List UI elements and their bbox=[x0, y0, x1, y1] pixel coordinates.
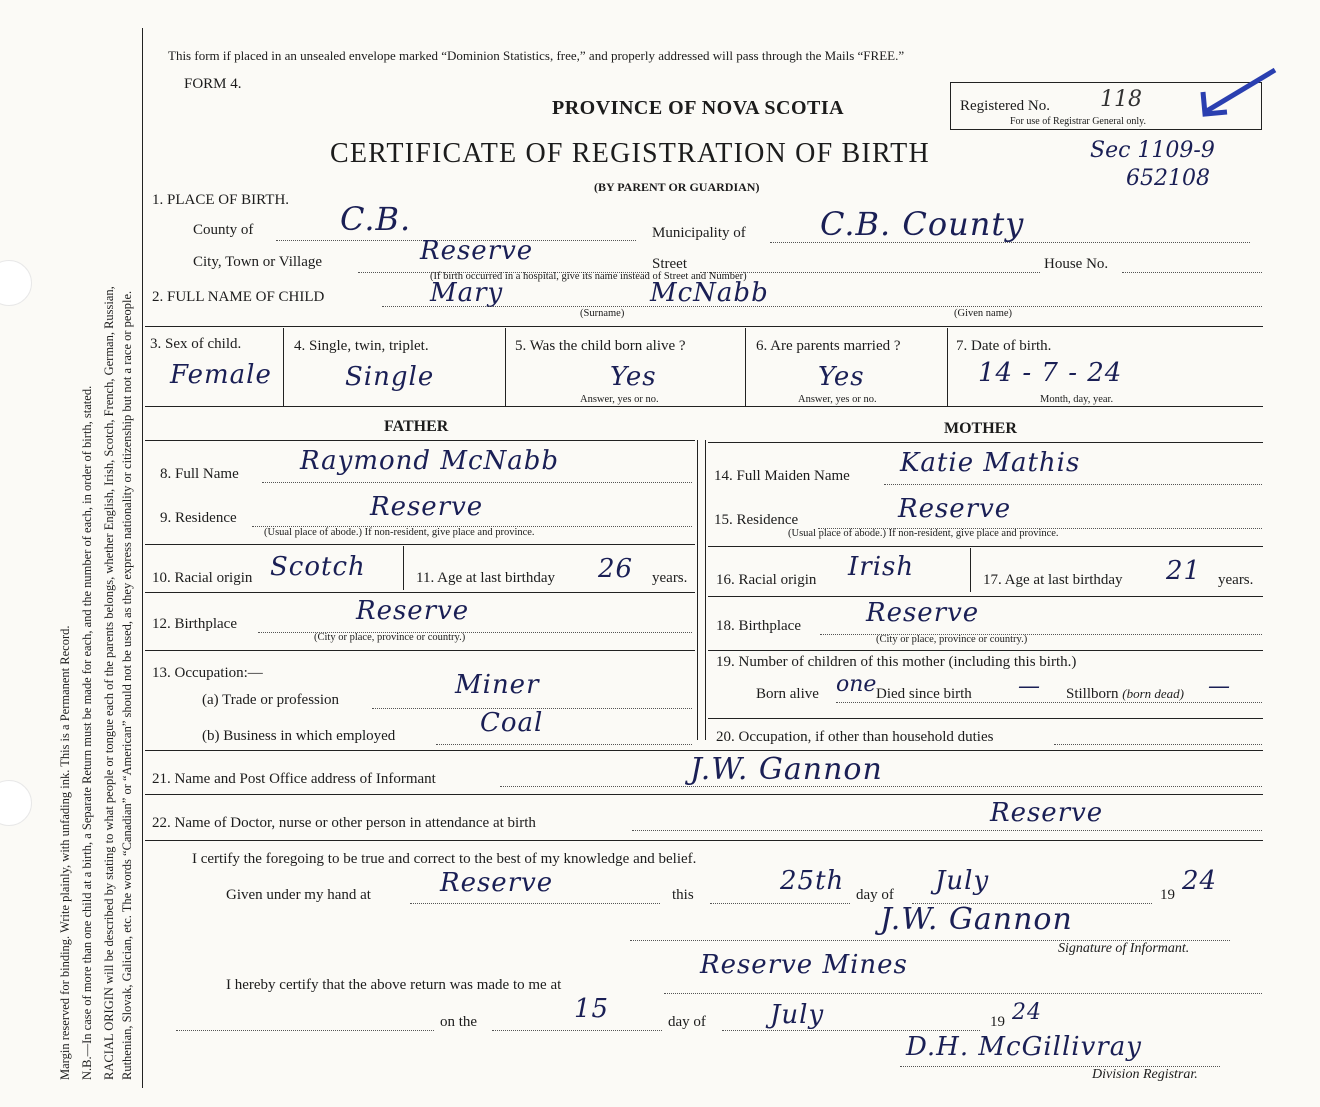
father-business-value: Coal bbox=[480, 708, 544, 738]
mother-racial-value: Irish bbox=[848, 552, 915, 582]
married-value: Yes bbox=[818, 362, 865, 392]
registrar-caption: Division Registrar. bbox=[1092, 1067, 1198, 1082]
father-line-3 bbox=[145, 650, 695, 651]
row-divider-2 bbox=[145, 406, 1263, 407]
father-business-label: (b) Business in which employed bbox=[202, 728, 396, 744]
mother-children-label: 19. Number of children of this mother (including this birth.) bbox=[716, 654, 1077, 670]
registrar-leading-line bbox=[176, 1030, 434, 1031]
col-divider-c bbox=[745, 328, 746, 406]
month-value: July bbox=[935, 866, 990, 896]
mother-residence-label: 15. Residence bbox=[714, 512, 799, 528]
father-racial-value: Scotch bbox=[270, 552, 366, 582]
row-divider-1 bbox=[145, 326, 1263, 327]
page-title: CERTIFICATE OF REGISTRATION OF BIRTH bbox=[330, 138, 930, 169]
side-note-2: N.B.—In case of more than one child at a birth, a Separate Return must be made for each, and the number of each, in order of birth, stated. bbox=[80, 385, 94, 1080]
stillborn-paren: (born dead) bbox=[1122, 686, 1185, 701]
mail-notice: This form if placed in an unsealed envelope marked “Dominion Statistics, free,” and properly addressed will pass through the Mails “FREE.” bbox=[168, 48, 905, 63]
house-underline bbox=[1122, 272, 1262, 273]
stillborn-value: — bbox=[1208, 674, 1230, 699]
binding-hole-top bbox=[0, 260, 32, 306]
married-caption: Answer, yes or no. bbox=[798, 394, 877, 405]
plurality-value: Single bbox=[345, 362, 435, 392]
province-heading: PROVINCE OF NOVA SCOTIA bbox=[552, 97, 845, 119]
col-divider-b bbox=[505, 328, 506, 406]
county-value: C.B. bbox=[340, 200, 412, 238]
street-underline bbox=[700, 272, 1040, 273]
informant-label: 21. Name and Post Office address of Informant bbox=[152, 771, 436, 787]
registered-label: Registered No. bbox=[960, 98, 1050, 114]
father-birthplace-caption: (City or place, province or country.) bbox=[314, 632, 466, 643]
place-heading: 1. PLACE OF BIRTH. bbox=[152, 192, 290, 208]
plurality-label: 4. Single, twin, triplet. bbox=[294, 338, 429, 354]
day-underline bbox=[710, 903, 850, 904]
father-residence-value: Reserve bbox=[370, 492, 484, 522]
dob-label: 7. Date of birth. bbox=[956, 338, 1052, 354]
father-name-underline bbox=[262, 482, 692, 483]
informant-underline bbox=[500, 786, 1262, 787]
registrar-statement: I hereby certify that the above return was made to me at bbox=[226, 977, 562, 993]
binding-hole-bottom bbox=[0, 780, 32, 826]
registrar-month: July bbox=[770, 1000, 825, 1030]
mother-occupation-label: 20. Occupation, if other than household duties bbox=[716, 729, 994, 745]
married-label: 6. Are parents married ? bbox=[756, 338, 901, 354]
this-label: this bbox=[672, 887, 694, 903]
sex-label: 3. Sex of child. bbox=[150, 336, 242, 352]
mother-racial-divider bbox=[970, 548, 971, 592]
mother-racial-label: 16. Racial origin bbox=[716, 572, 817, 588]
father-line-2 bbox=[145, 592, 695, 593]
doctor-value: Reserve bbox=[990, 798, 1104, 828]
doctor-label: 22. Name of Doctor, nurse or other person in attendance at birth bbox=[152, 815, 536, 831]
mother-age-label: 17. Age at last birthday bbox=[983, 572, 1123, 588]
stillborn-label bbox=[1066, 686, 1184, 703]
registered-number: 118 bbox=[1100, 87, 1142, 112]
annotation-ref2: 652108 bbox=[1126, 166, 1210, 191]
father-racial-divider bbox=[403, 546, 404, 590]
father-racial-label: 10. Racial origin bbox=[152, 570, 253, 586]
mother-age-value: 21 bbox=[1166, 556, 1202, 586]
child-name-underline bbox=[382, 306, 1262, 307]
sex-value: Female bbox=[170, 360, 272, 390]
side-note-1: Margin reserved for binding. Write plainly, with unfading ink. This is a Permanent Record. bbox=[58, 625, 72, 1080]
day-value: 25th bbox=[780, 866, 845, 896]
mother-name-label: 14. Full Maiden Name bbox=[714, 468, 850, 484]
form-number: FORM 4. bbox=[184, 76, 242, 92]
parents-divider-left bbox=[697, 440, 698, 740]
born-alive-label: Born alive bbox=[756, 686, 819, 702]
alive-label: 5. Was the child born alive ? bbox=[515, 338, 686, 354]
registrar-day: 15 bbox=[574, 994, 610, 1024]
registrar-year-label: 19 bbox=[990, 1014, 1005, 1030]
mother-birthplace-caption: (City or place, province or country.) bbox=[876, 634, 1028, 645]
dob-value: 14 - 7 - 24 bbox=[978, 358, 1123, 388]
mother-residence-caption: (Usual place of abode.) If non-resident, give place and province. bbox=[788, 528, 1059, 539]
father-years: years. bbox=[652, 570, 688, 586]
house-label: House No. bbox=[1044, 256, 1109, 272]
registered-note: For use of Registrar General only. bbox=[1010, 116, 1146, 127]
registrar-day-underline bbox=[492, 1030, 662, 1031]
child-name-label: 2. FULL NAME OF CHILD bbox=[152, 289, 325, 305]
dob-caption: Month, day, year. bbox=[1040, 394, 1114, 405]
died-label: Died since birth bbox=[876, 686, 972, 702]
given-label: Given under my hand at bbox=[226, 887, 371, 903]
mother-residence-value: Reserve bbox=[898, 494, 1012, 524]
given-caption: (Given name) bbox=[954, 308, 1013, 319]
father-name-value: Raymond McNabb bbox=[300, 446, 560, 476]
mother-years: years. bbox=[1218, 572, 1254, 588]
father-trade-value: Miner bbox=[455, 670, 540, 700]
mother-heading: MOTHER bbox=[944, 420, 1017, 437]
father-heading: FATHER bbox=[384, 418, 449, 435]
day-of-label: day of bbox=[856, 887, 894, 903]
city-label: City, Town or Village bbox=[193, 254, 323, 270]
municipality-value: C.B. County bbox=[820, 205, 1025, 243]
registrar-place-underline bbox=[664, 993, 1262, 994]
father-head-line bbox=[145, 440, 695, 441]
row-divider-4 bbox=[145, 794, 1263, 795]
checkmark-arrow-icon bbox=[1195, 62, 1285, 122]
col-divider-d bbox=[947, 328, 948, 406]
alive-value: Yes bbox=[610, 362, 657, 392]
year-label: 19 bbox=[1160, 887, 1175, 903]
stillborn-text: Stillborn bbox=[1066, 686, 1119, 702]
parents-divider-right bbox=[705, 440, 706, 740]
county-label: County of bbox=[193, 222, 254, 238]
registrar-month-underline bbox=[722, 1030, 980, 1031]
father-age-value: 26 bbox=[598, 554, 634, 584]
alive-caption: Answer, yes or no. bbox=[580, 394, 659, 405]
year-value: 24 bbox=[1182, 866, 1218, 896]
street-label: Street bbox=[652, 256, 687, 272]
father-age-label: 11. Age at last birthday bbox=[416, 570, 555, 586]
mother-birthplace-label: 18. Birthplace bbox=[716, 618, 801, 634]
father-name-label: 8. Full Name bbox=[160, 466, 239, 482]
mother-line-1 bbox=[708, 546, 1263, 547]
registrar-signature: D.H. McGillivray bbox=[906, 1032, 1142, 1062]
mother-line-4 bbox=[708, 718, 1263, 719]
row-divider-3 bbox=[145, 750, 1263, 751]
mother-name-value: Katie Mathis bbox=[900, 448, 1081, 478]
mother-name-underline bbox=[884, 484, 1262, 485]
side-note-3: RACIAL ORIGIN will be described by stating to what people or tongue each of the parents belongs, whether English, Irish, Scotch, French, German, Russian, bbox=[102, 286, 116, 1080]
died-value: — bbox=[1018, 674, 1040, 699]
father-business-underline bbox=[436, 744, 692, 745]
city-value: Reserve bbox=[420, 236, 534, 266]
informant-signature: J.W. Gannon bbox=[880, 902, 1073, 937]
doctor-underline bbox=[632, 830, 1262, 831]
on-the-label: on the bbox=[440, 1014, 478, 1030]
father-occupation-label: 13. Occupation:— bbox=[152, 665, 263, 681]
mother-occupation-underline bbox=[1054, 744, 1262, 745]
surname-caption: (Surname) bbox=[580, 308, 625, 319]
father-residence-caption: (Usual place of abode.) If non-resident, give place and province. bbox=[264, 527, 535, 538]
child-given-value: McNabb bbox=[650, 278, 769, 308]
child-surname-value: Mary bbox=[430, 278, 504, 308]
father-line-1 bbox=[145, 544, 695, 545]
born-alive-value: one bbox=[836, 672, 877, 697]
annotation-ref1: Sec 1109-9 bbox=[1090, 138, 1215, 163]
father-birthplace-label: 12. Birthplace bbox=[152, 616, 237, 632]
given-place-underline bbox=[410, 903, 660, 904]
hospital-note: (If birth occurred in a hospital, give its name instead of Street and Number) bbox=[430, 271, 747, 282]
mother-line-3 bbox=[708, 650, 1263, 651]
municipality-label: Municipality of bbox=[652, 225, 746, 241]
mother-line-2 bbox=[708, 596, 1263, 597]
mother-birthplace-value: Reserve bbox=[866, 598, 980, 628]
certify-statement: I certify the foregoing to be true and correct to the best of my knowledge and belief. bbox=[192, 851, 697, 867]
given-place-value: Reserve bbox=[440, 868, 554, 898]
father-birthplace-value: Reserve bbox=[356, 596, 470, 626]
father-trade-label: (a) Trade or profession bbox=[202, 692, 340, 708]
born-alive-underline bbox=[836, 702, 1262, 703]
mother-head-line bbox=[708, 442, 1263, 443]
side-note-4: Ruthenian, Slovak, Galician, etc. The words “Canadian” or “American” should not be used, as they express nationality or citizenship but not a race or people. bbox=[120, 290, 134, 1080]
registrar-day-of-label: day of bbox=[668, 1014, 706, 1030]
col-divider-a bbox=[283, 328, 284, 406]
row-divider-5 bbox=[145, 840, 1263, 841]
page-subtitle: (BY PARENT OR GUARDIAN) bbox=[594, 180, 760, 194]
informant-value: J.W. Gannon bbox=[690, 752, 883, 787]
signature-caption: Signature of Informant. bbox=[1058, 941, 1190, 956]
registrar-place: Reserve Mines bbox=[700, 950, 908, 980]
margin-line bbox=[142, 28, 143, 1088]
registrar-year: 24 bbox=[1012, 1000, 1042, 1025]
father-residence-label: 9. Residence bbox=[160, 510, 237, 526]
municipality-underline bbox=[770, 242, 1250, 243]
